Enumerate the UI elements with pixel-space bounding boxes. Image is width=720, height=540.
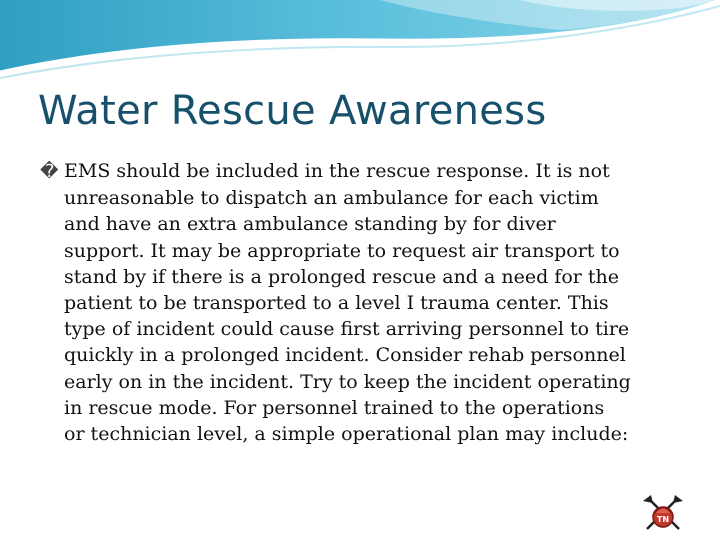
body-line: or technician level, a simple operational plan may include: xyxy=(64,423,629,446)
body-line: and have an extra ambulance standing by for diver xyxy=(64,213,556,236)
body-line: in rescue mode. For personnel trained to the operations xyxy=(64,396,605,419)
body-line: quickly in a prolonged incident. Consider rehab personnel xyxy=(64,344,626,367)
logo-text: TN xyxy=(656,515,670,524)
bullet-glyph: � xyxy=(40,161,59,182)
slide-title: Water Rescue Awareness xyxy=(38,88,547,134)
body-line: support. It may be appropriate to request air transport to xyxy=(64,239,620,262)
body-lead: EMS xyxy=(64,160,111,182)
body-line: unreasonable to dispatch an ambulance for each victim xyxy=(64,187,599,210)
firefighter-emblem-icon xyxy=(641,493,685,537)
body-line: patient to be transported to a level I trauma center. This xyxy=(64,292,609,315)
header-wave-decoration xyxy=(0,0,720,80)
body-line: type of incident could cause first arriving personnel to tire xyxy=(64,318,630,341)
body-line: stand by if there is a prolonged rescue and a need for the xyxy=(64,265,620,288)
body-line: � EMS should be included in the rescue response. It is not xyxy=(40,158,680,185)
slide-body xyxy=(40,158,680,447)
body-line: early on in the incident. Try to keep the incident operating xyxy=(64,370,631,393)
